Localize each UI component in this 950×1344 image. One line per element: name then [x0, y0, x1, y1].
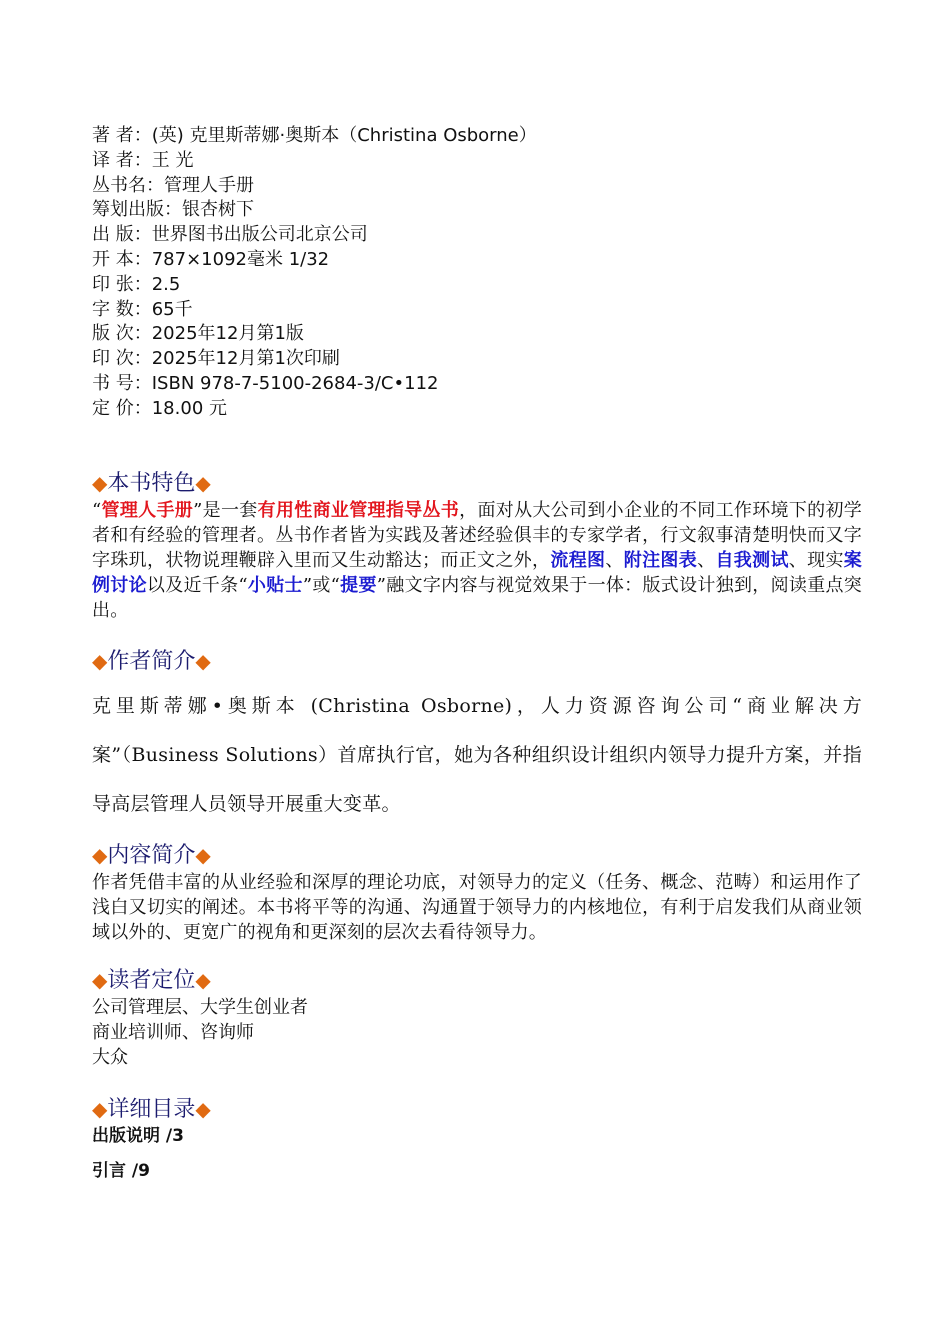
highlight-blue: 小贴士 — [247, 574, 303, 596]
meta-label: 筹划出版： — [92, 199, 182, 221]
diamond-icon: ◆ — [92, 967, 108, 992]
meta-label: 译 者： — [92, 149, 152, 171]
diamond-icon: ◆ — [92, 470, 108, 495]
highlight-red: 有用性商业管理指导丛书 — [257, 499, 460, 521]
highlight-blue: 提要 — [340, 574, 377, 596]
meta-label: 书 号： — [92, 372, 152, 394]
meta-value: 管理人手册 — [164, 174, 254, 196]
reader-item: 商业培训师、咨询师 — [92, 1021, 254, 1043]
diamond-icon: ◆ — [195, 842, 211, 867]
meta-value: 王 光 — [151, 149, 194, 171]
meta-value: 2025年12月第1版 — [151, 323, 304, 345]
diamond-icon: ◆ — [195, 967, 211, 992]
highlight-blue: 自我测试 — [715, 549, 789, 571]
text-run: 以及近千条“ — [146, 574, 248, 596]
meta-row-printing — [92, 347, 862, 372]
meta-label: 出 版： — [92, 224, 152, 246]
readers-section — [92, 966, 862, 1070]
meta-row-translator — [92, 149, 862, 174]
text-run: ”或“ — [302, 574, 341, 596]
text-run: “ — [92, 499, 102, 521]
text-run: 、 — [697, 549, 716, 571]
meta-value: ISBN 978-7-5100-2684-3/C•112 — [151, 372, 439, 394]
text-run: ”融文字内容与视觉效果于一体：版式设计独到，阅读重点突出。 — [92, 574, 862, 621]
toc-section — [92, 1095, 862, 1183]
highlight-blue: 流程图 — [550, 549, 606, 571]
copyright-block — [92, 124, 862, 422]
features-section — [92, 469, 862, 623]
diamond-icon: ◆ — [195, 1096, 211, 1121]
features-body — [92, 498, 862, 623]
text-run: ”是一套 — [193, 499, 258, 521]
meta-row-publisher — [92, 223, 862, 248]
text-run: ，面对从大公司到小企业的不同工作环境下的初学者和有经验的管理者。丛书作者皆为实践及著述经验俱丰的专家学者，行文叙事清楚明快而又字字珠玑，状物说理鞭辟入里而又生动豁达；而正文之外， — [92, 499, 863, 571]
meta-value: (英) 克里斯蒂娜·奥斯本（Christina Osborne） — [151, 125, 537, 146]
meta-row-format — [92, 248, 862, 273]
author-heading — [92, 647, 862, 676]
text-run: 、现实 — [788, 549, 844, 571]
content-summary: 作者凭借丰富的从业经验和深厚的理论功底，对领导力的定义（任务、概念、范畴）和运用作了浅白又切实的阐述。本书将平等的沟通、沟通置于领导力的内核地位，有利于启发我们从商业领域以外的、更宽广的视角和更深刻的层次去看待领导力。 — [92, 871, 862, 943]
meta-label: 开 本： — [92, 248, 152, 270]
meta-row-isbn — [92, 372, 862, 397]
meta-label: 定 价： — [92, 397, 152, 419]
reader-item: 大众 — [92, 1046, 128, 1068]
highlight-blue: 案例讨论 — [92, 549, 862, 596]
meta-value: 银杏树下 — [182, 199, 254, 221]
text-run: 、 — [605, 549, 624, 571]
content-title: 内容简介 — [107, 842, 196, 868]
meta-row-series — [92, 174, 862, 199]
meta-row-planner — [92, 198, 862, 223]
meta-label: 丛书名： — [92, 174, 164, 196]
diamond-icon: ◆ — [195, 648, 211, 673]
meta-value: 2.5 — [151, 273, 181, 295]
toc-title: 详细目录 — [107, 1096, 196, 1122]
highlight-blue: 附注图表 — [623, 549, 698, 571]
diamond-icon: ◆ — [92, 648, 108, 673]
meta-value: 65千 — [151, 298, 193, 320]
meta-value: 787×1092毫米 1/32 — [151, 248, 330, 270]
meta-label: 著 者： — [92, 125, 152, 146]
meta-label: 印 次： — [92, 348, 152, 370]
author-section — [92, 647, 862, 829]
diamond-icon: ◆ — [195, 470, 211, 495]
toc-item: 引言 /9 — [92, 1160, 150, 1181]
author-bio: 克里斯蒂娜•奥斯本 (Christina Osborne)，人力资源咨询公司“商业解决方案”（Business Solutions）首席执行官，她为各种组织设计组织内领导力提升方案，并指导高层管理人员领导开展重大变革。 — [92, 694, 862, 815]
reader-item: 公司管理层、大学生创业者 — [92, 996, 308, 1018]
meta-label: 字 数： — [92, 298, 152, 320]
diamond-icon: ◆ — [92, 1096, 108, 1121]
meta-row-sheets — [92, 273, 862, 298]
book-info-page — [92, 124, 862, 1183]
readers-title: 读者定位 — [107, 967, 196, 993]
content-heading — [92, 841, 862, 870]
meta-value: 2025年12月第1次印刷 — [151, 348, 340, 370]
meta-label: 印 张： — [92, 273, 152, 295]
meta-value: 世界图书出版公司北京公司 — [151, 224, 368, 246]
meta-row-author — [92, 124, 862, 149]
meta-row-word-count — [92, 298, 862, 323]
diamond-icon: ◆ — [92, 842, 108, 867]
meta-value: 18.00 元 — [151, 397, 227, 419]
meta-label: 版 次： — [92, 323, 152, 345]
toc-item: 出版说明 /3 — [92, 1125, 184, 1146]
features-heading — [92, 469, 862, 498]
content-section — [92, 841, 862, 945]
features-title: 本书特色 — [107, 470, 196, 496]
readers-heading — [92, 966, 862, 995]
meta-row-price — [92, 397, 862, 422]
meta-row-edition — [92, 322, 862, 347]
highlight-red: 管理人手册 — [101, 499, 194, 521]
toc-heading — [92, 1095, 862, 1124]
author-title: 作者简介 — [107, 648, 196, 674]
